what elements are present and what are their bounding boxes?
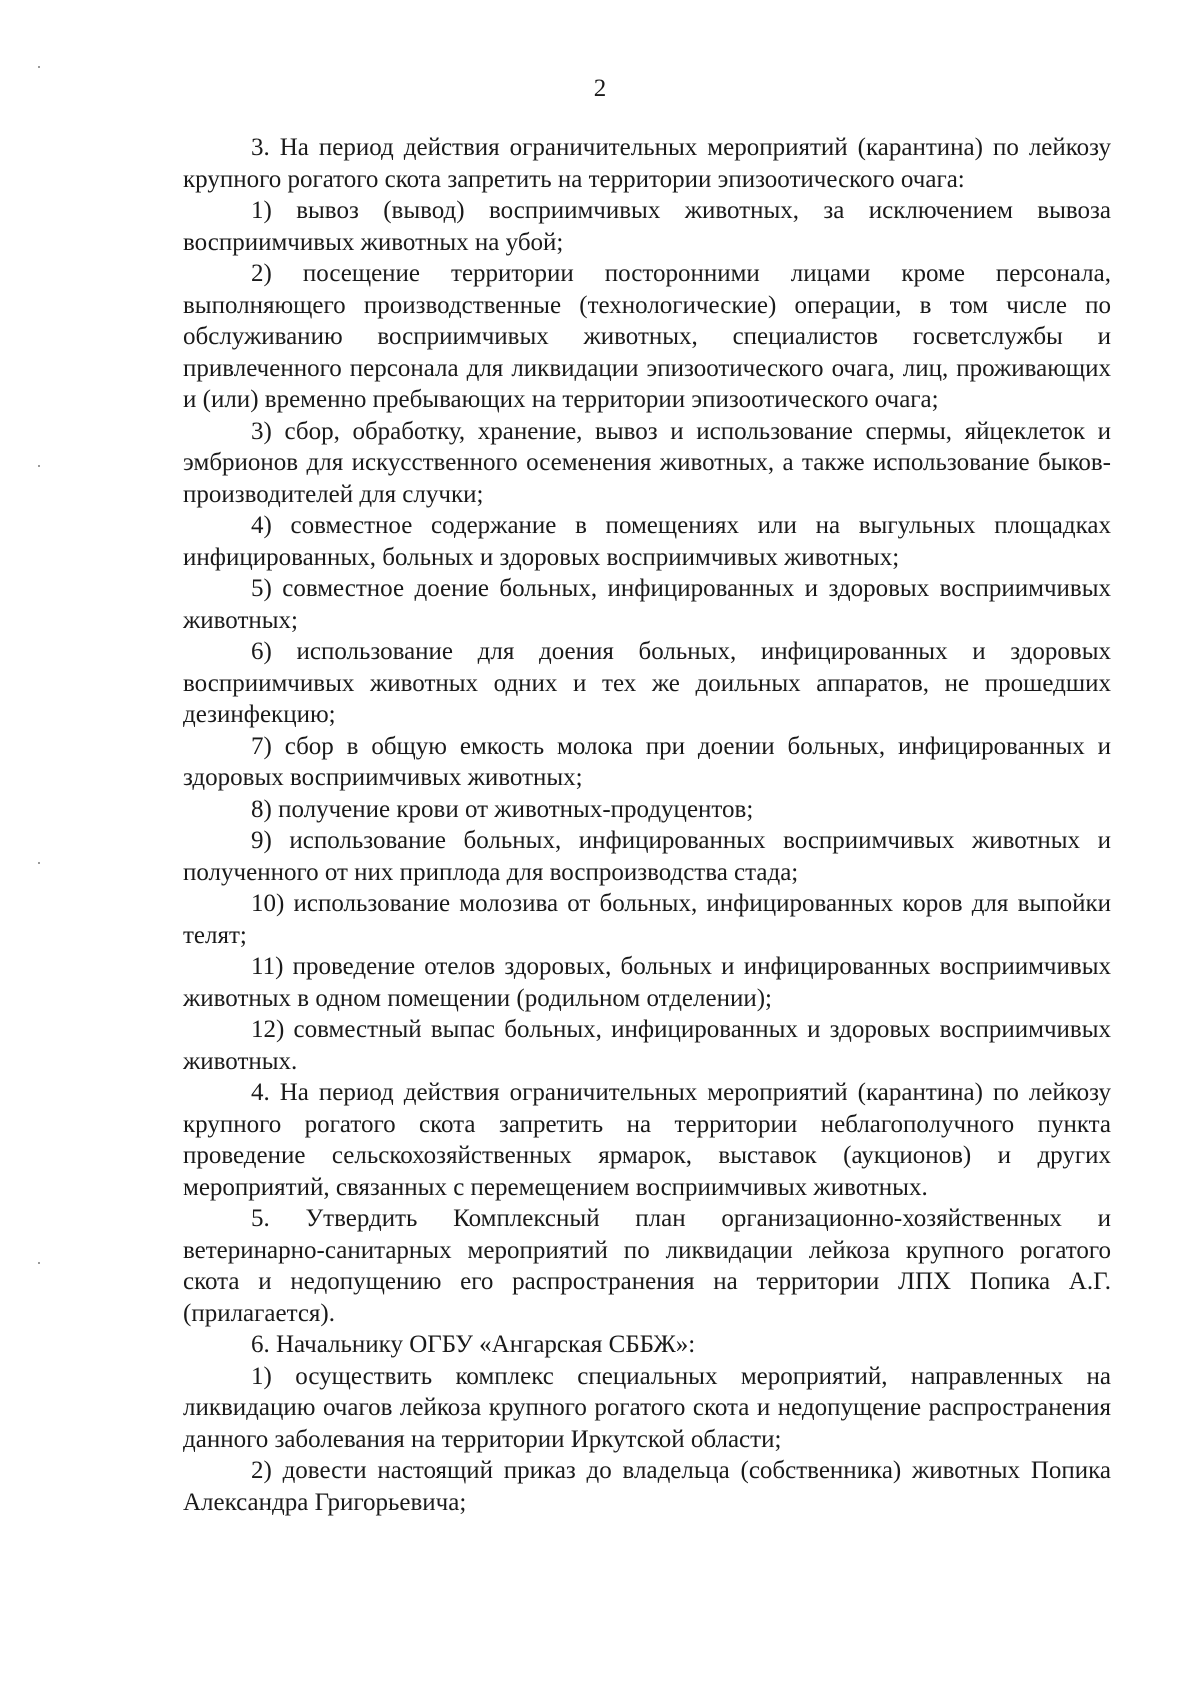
paragraph-item-12: 12) совместный выпас больных, инфицированных и здоровых восприимчивых животных. [183, 1016, 1111, 1075]
document-body [183, 132, 1111, 1518]
paragraph-clause-6-item-1: 1) осуществить комплекс специальных мероприятий, направленных на ликвидацию очагов лейкоза крупного рогатого скота и недопущение распространения данного заболевания на территории Иркутской области; [183, 1362, 1111, 1453]
page-number: 2 [593, 75, 607, 102]
paragraph-item-5: 5) совместное доение больных, инфицированных и здоровых восприимчивых животных; [183, 575, 1111, 634]
paragraph-clause-5: 5. Утвердить Комплексный план организационно-хозяйственных и ветеринарно-санитарных мероприятий по ликвидации лейкоза крупного рогатого скота и недопущению его распространения на территории ЛПХ Попика А.Г. (прилагается). [183, 1205, 1111, 1327]
scan-margin-mark [38, 465, 40, 467]
scan-margin-mark [38, 862, 40, 864]
paragraph-item-7: 7) сбор в общую емкость молока при доении больных, инфицированных и здоровых восприимчивых животных; [183, 732, 1111, 791]
paragraph-item-2: 2) посещение территории посторонними лицами кроме персонала, выполняющего производственные (технологические) операции, в том числе по обслуживанию восприимчивых животных, специалистов госветслужбы и привлеченного персонала для ликвидации эпизоотического очага, лиц, проживающих и (или) временно пребывающих на территории эпизоотического очага; [183, 260, 1111, 413]
paragraph-clause-3: 3. На период действия ограничительных мероприятий (карантина) по лейкозу крупного рогатого скота запретить на территории эпизоотического очага: [183, 134, 1111, 193]
paragraph-clause-6: 6. Начальнику ОГБУ «Ангарская СББЖ»: [251, 1331, 696, 1358]
paragraph-item-3: 3) сбор, обработку, хранение, вывоз и использование спермы, яйцеклеток и эмбрионов для искусственного осеменения животных, а также использование быков-производителей для случки; [183, 417, 1111, 508]
scan-margin-mark [38, 1262, 40, 1264]
paragraph-item-10: 10) использование молозива от больных, инфицированных коров для выпойки телят; [183, 890, 1111, 949]
paragraph-item-1: 1) вывоз (вывод) восприимчивых животных, за исключением вывоза восприимчивых животных на убой; [183, 197, 1111, 256]
paragraph-item-6: 6) использование для доения больных, инфицированных и здоровых восприимчивых животных одних и тех же доильных аппаратов, не прошедших дезинфекцию; [183, 638, 1111, 728]
paragraph-item-9: 9) использование больных, инфицированных восприимчивых животных и полученного от них приплода для воспроизводства стада; [183, 827, 1111, 886]
paragraph-clause-6-item-2: 2) довести настоящий приказ до владельца (собственника) животных Попика Александра Григорьевича; [183, 1457, 1111, 1516]
paragraph-item-8: 8) получение крови от животных-продуцентов; [251, 795, 754, 823]
paragraph-clause-4: 4. На период действия ограничительных мероприятий (карантина) по лейкозу крупного рогатого скота запретить на территории неблагополучного пункта проведение сельскохозяйственных ярмарок, выставок (аукционов) и других мероприятий, связанных с перемещением восприимчивых животных. [183, 1079, 1111, 1201]
scan-margin-mark [38, 66, 40, 68]
paragraph-item-4: 4) совместное содержание в помещениях или на выгульных площадках инфицированных, больных и здоровых восприимчивых животных; [183, 512, 1111, 571]
paragraph-item-11: 11) проведение отелов здоровых, больных и инфицированных восприимчивых животных в одном помещении (родильном отделении); [183, 953, 1111, 1012]
